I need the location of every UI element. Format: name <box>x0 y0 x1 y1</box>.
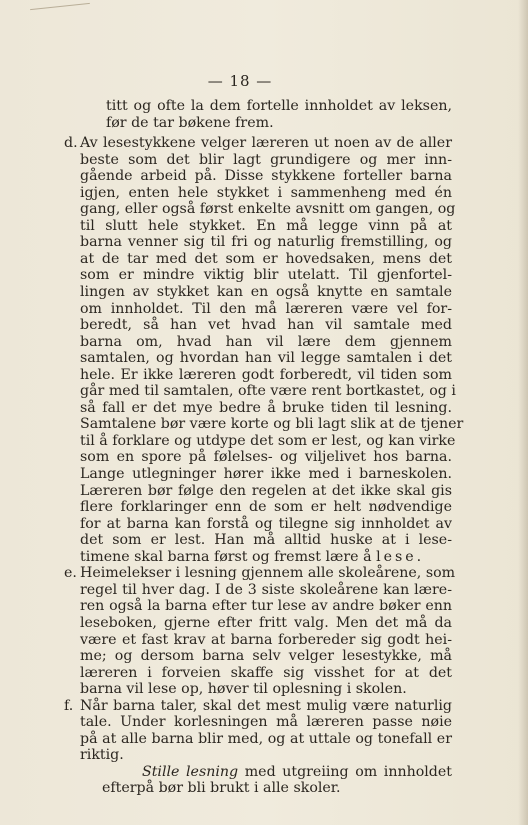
text-line: på at alle barna blir med, og at uttale og tonefall er <box>80 730 452 747</box>
text-line: om innholdet. Til den må læreren være vel for- <box>80 300 452 317</box>
page-number: — 18 — <box>207 72 273 90</box>
list-marker: d. <box>64 135 78 152</box>
italic-phrase: Stille lesning <box>142 763 239 780</box>
text-line: Når barna taler, skal det mest mulig være naturlig <box>80 697 452 714</box>
text-line: det som er lest. Han må alltid huske at i lese- <box>80 532 452 549</box>
text-line: tale. Under korlesningen må læreren passe nøie <box>80 714 452 731</box>
page-edge-shadow <box>518 0 528 825</box>
text-line: før de tar bøkene frem. <box>106 114 274 131</box>
text-line: til å forklare og utdype det som er lest, og kan virke <box>80 432 456 449</box>
text-line: hele. Er ikke læreren godt forberedt, vil tiden som <box>80 366 452 383</box>
text-line: Samtalene bør være korte og bli lagt slik at de tjener <box>80 416 464 433</box>
text-line: for at barna kan forstå og tilegne sig innholdet av <box>80 515 452 532</box>
text-line: som er mindre viktig blir utelatt. Til gjenfortel- <box>80 267 452 284</box>
text-line: ren også la barna efter tur lese av andre bøker enn <box>80 598 452 615</box>
text-line: me; og dersom barna selv velger lesestykke, må <box>80 648 452 665</box>
text-line: så fall er det mye bedre å bruke tiden til lesning. <box>80 399 452 416</box>
text-line: leseboken, gjerne efter fritt valg. Men det må da <box>80 614 452 631</box>
text-line: til slutt hele stykket. En må legge vinn på at <box>80 217 452 234</box>
closing-paragraph <box>80 764 452 797</box>
text-line: igjen, enten hele stykket i sammenheng med én <box>80 184 452 201</box>
text-line: læreren i forveien skaffe sig visshet for at det <box>80 664 452 681</box>
text-line: være et fast krav at barna forbereder sig godt hei- <box>80 631 452 648</box>
spaced-word: lese. <box>376 548 425 565</box>
text-line: at de tar med det som er hovedsaken, mens det <box>80 250 452 267</box>
text-line <box>80 549 452 566</box>
text-line: flere forklaringer enn de som er helt nødvendige <box>80 499 452 516</box>
text-line: beredt, så han vet hvad han vil samtale med <box>80 317 452 334</box>
text-line: riktig. <box>80 747 124 764</box>
text-line: Av lesestykkene velger læreren ut noen av de aller <box>80 135 452 152</box>
text-line: barna vil lese op, høver til oplesning i skolen. <box>80 681 407 698</box>
text-line: gang, eller også først enkelte avsnitt om gangen, og <box>80 201 456 218</box>
text-line: Læreren bør følge den regelen at det ikke skal gis <box>80 482 452 499</box>
text-line <box>102 764 452 781</box>
text-line: barna om, hvad han vil lære dem gjennem <box>80 333 452 350</box>
line-text: med utgreiing om innholdet <box>244 763 452 780</box>
text-line: lingen av stykket kan en også knytte en samtale <box>80 284 452 301</box>
text-line: regel til hver dag. I de 3 siste skoleårene kan lære- <box>80 581 452 598</box>
text-line: gående arbeid på. Disse stykkene forteller barna <box>80 168 452 185</box>
page-corner-mark <box>30 3 90 10</box>
text-line: titt og ofte la dem fortelle innholdet av leksen, <box>106 98 452 114</box>
list-marker: e. <box>64 565 77 582</box>
list-item-f <box>64 697 452 764</box>
list-item-d <box>64 135 464 565</box>
list-item-e <box>64 565 456 698</box>
text-line: går med til samtalen, ofte være rent bortkastet, og i <box>80 383 456 400</box>
intro-paragraph <box>80 98 452 131</box>
text-line: samtalen, og hvordan han vil legge samtalen i det <box>80 350 452 367</box>
text-line: efterpå bør bli brukt i alle skoler. <box>102 780 341 797</box>
body-text <box>64 98 464 797</box>
text-line: som en spore på følelses- og viljelivet hos barna. <box>80 449 452 466</box>
text-line: Lange utlegninger hører ikke med i barneskolen. <box>80 466 452 483</box>
line-text: timene skal barna først og fremst lære å <box>80 548 372 565</box>
text-line: Heimelekser i lesning gjennem alle skoleårene, som <box>80 565 456 582</box>
text-line: beste som det blir lagt grundigere og mer inn- <box>80 151 452 168</box>
list-marker: f. <box>64 697 74 714</box>
text-line: barna venner sig til fri og naturlig fremstilling, og <box>80 234 452 251</box>
